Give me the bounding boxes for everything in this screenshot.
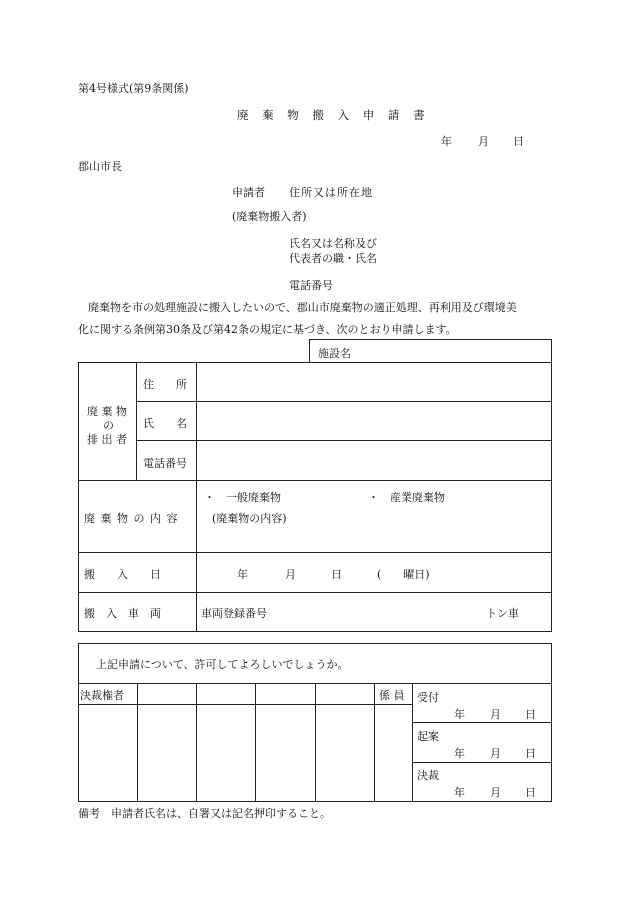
received-label: 受付: [417, 691, 439, 704]
facility-label: 施設名: [318, 347, 351, 360]
received-month: 月: [490, 708, 501, 721]
content-note: (廃棄物の内容): [212, 512, 287, 525]
header-day: 日: [513, 135, 524, 148]
decided-label: 決裁: [417, 769, 439, 782]
applicant-phone-label: 電話番号: [289, 279, 333, 292]
form-title: 廃 棄 物 搬 入 申 請 書: [237, 108, 430, 122]
carry-in-weekday: ( 曜日): [377, 568, 430, 581]
decided-month: 月: [490, 786, 501, 799]
decided-day: 日: [525, 786, 536, 799]
drafted-label: 起案: [417, 730, 439, 743]
discharger-phone-label: 電話番号: [143, 457, 187, 470]
form-number: 第4号様式(第9条関係): [78, 82, 189, 95]
body-text-line2: 化に関する条例第30条及び第42条の規定に基づき、次のとおり申請します。: [78, 323, 457, 336]
approval-question: 上記申請について、許可してよろしいでしょうか。: [96, 658, 349, 671]
content-label: 廃 棄 物 の 内 容: [84, 512, 179, 525]
applicant-address-label: 住所又は所在地: [289, 186, 373, 199]
carry-in-year: 年: [237, 568, 248, 581]
carry-in-month: 月: [285, 568, 296, 581]
received-year: 年: [454, 708, 465, 721]
note: 備考 申請者氏名は、自署又は記名押印すること。: [78, 807, 331, 820]
received-day: 日: [525, 708, 536, 721]
applicant-sub-label: (廃棄物搬入者): [232, 210, 307, 223]
general-waste-option: ・ 一般廃棄物: [204, 491, 281, 504]
drafted-day: 日: [525, 747, 536, 760]
decided-year: 年: [454, 786, 465, 799]
discharger-line2: の: [103, 419, 114, 432]
vehicle-label: 搬 入 車 両: [84, 607, 161, 620]
tonnage-label: トン車: [486, 607, 519, 620]
discharger-line3: 排 出 者: [87, 433, 127, 446]
authority-label: 決裁権者: [80, 689, 124, 702]
drafted-year: 年: [454, 747, 465, 760]
carry-in-date-label: 搬 入 日: [84, 568, 161, 581]
applicant-label: 申請者: [232, 186, 265, 199]
addressee: 郡山市長: [78, 160, 122, 173]
applicant-name-line1: 氏名又は名称及び: [289, 237, 377, 250]
industrial-waste-option: ・ 産業廃棄物: [368, 491, 445, 504]
applicant-name-line2: 代表者の職・氏名: [289, 252, 377, 265]
discharger-line1: 廃 棄 物: [87, 405, 127, 418]
discharger-address-label: 住 所: [143, 378, 187, 391]
header-year: 年: [441, 135, 452, 148]
plate-number-label: 車両登録番号: [201, 607, 267, 620]
header-month: 月: [478, 135, 489, 148]
body-text-line1: 廃棄物を市の処理施設に搬入したいので、郡山市廃棄物の適正処理、再利用及び環境美: [88, 301, 517, 314]
carry-in-day: 日: [331, 568, 342, 581]
clerk-label: 係 員: [379, 689, 405, 702]
drafted-month: 月: [490, 747, 501, 760]
discharger-name-label: 氏 名: [143, 417, 187, 430]
